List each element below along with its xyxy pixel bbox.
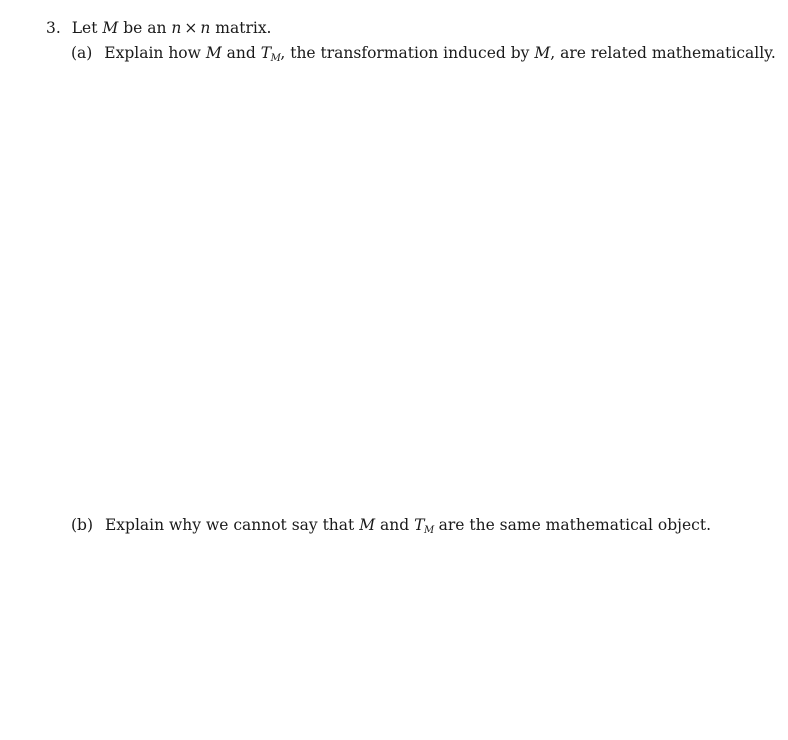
problem-number: 3. [46,19,61,37]
part-b-label: (b) [71,516,94,534]
math-var-t [414,516,434,534]
part-a-text-2: and [226,44,256,62]
math-var-m: M [205,44,222,62]
part-a-text-4: , are related mathematically. [550,44,776,62]
part-a-label: (a) [71,44,93,62]
math-subscript-m: M [270,53,281,64]
problem-statement [46,21,271,37]
problem-text-3: matrix. [215,19,272,37]
math-subscript-m: M [423,525,434,536]
problem-text-1: Let [71,19,98,37]
math-var-m-2: M [534,44,551,62]
math-var-n-2: n [200,19,211,37]
part-b-text-2: and [380,516,410,534]
math-var-t [261,44,281,62]
times-symbol: × [184,19,198,37]
part-b-text-1: Explain why we cannot say that [104,516,355,534]
part-a-question [71,46,776,62]
part-a-text-1: Explain how [104,44,201,62]
part-b-text-3: are the same mathematical object. [438,516,712,534]
part-a-text-3: , the transformation induced by [280,44,530,62]
math-var-t-letter: T [414,516,424,534]
math-var-n: n [171,19,182,37]
math-var-t-letter: T [260,44,271,62]
math-var-m: M [359,516,376,534]
problem-text-2: be an [123,19,167,37]
math-var-m: M [102,19,119,37]
part-b-question [71,518,711,534]
